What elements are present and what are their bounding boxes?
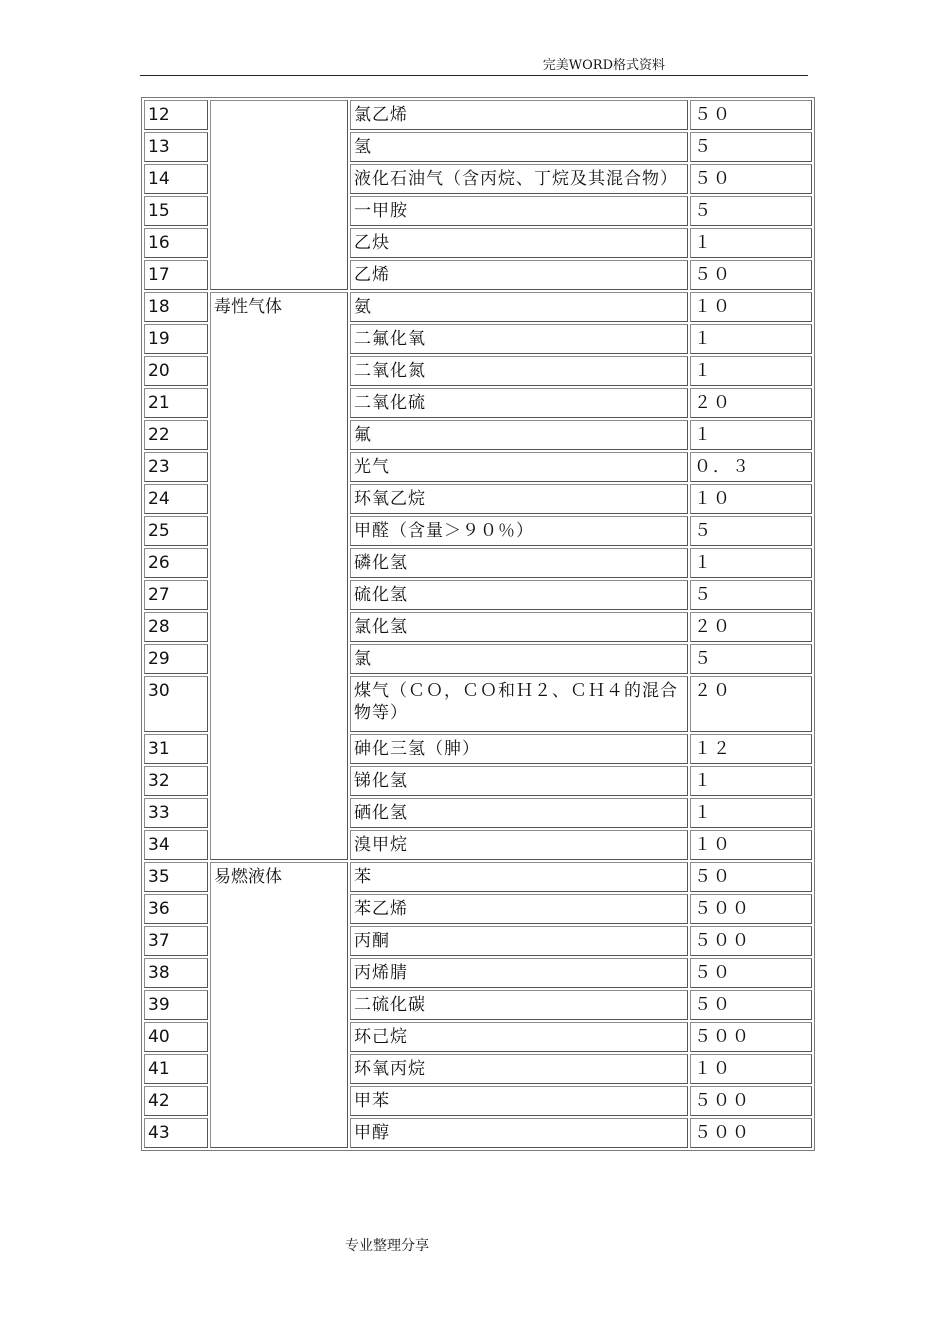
critical-quantity: ５ xyxy=(690,516,812,546)
critical-quantity: ５００ xyxy=(690,1086,812,1116)
substance-name: 环氧乙烷 xyxy=(350,484,688,514)
row-number: 35 xyxy=(144,862,208,892)
critical-quantity: １０ xyxy=(690,1054,812,1084)
row-number: 32 xyxy=(144,766,208,796)
category-cell xyxy=(210,100,348,290)
row-number: 15 xyxy=(144,196,208,226)
substance-name: 煤气（ＣＯ，ＣＯ和Ｈ２、ＣＨ４的混合物等） xyxy=(350,676,688,732)
row-number: 42 xyxy=(144,1086,208,1116)
row-number: 36 xyxy=(144,894,208,924)
critical-quantity: ２０ xyxy=(690,612,812,642)
substance-name: 环氧丙烷 xyxy=(350,1054,688,1084)
substance-name: 溴甲烷 xyxy=(350,830,688,860)
footer-text: 专业整理分享 xyxy=(345,1238,429,1254)
row-number: 23 xyxy=(144,452,208,482)
table-row xyxy=(144,862,812,892)
table-row xyxy=(144,100,812,130)
row-number: 41 xyxy=(144,1054,208,1084)
row-number: 39 xyxy=(144,990,208,1020)
row-number: 33 xyxy=(144,798,208,828)
critical-quantity: ５０ xyxy=(690,164,812,194)
row-number: 21 xyxy=(144,388,208,418)
critical-quantity: ５０ xyxy=(690,100,812,130)
critical-quantity: １０ xyxy=(690,292,812,322)
row-number: 19 xyxy=(144,324,208,354)
substance-name: 氨 xyxy=(350,292,688,322)
critical-quantity: １ xyxy=(690,766,812,796)
critical-quantity: １ xyxy=(690,324,812,354)
critical-quantity: ２０ xyxy=(690,388,812,418)
row-number: 13 xyxy=(144,132,208,162)
substance-name: 磷化氢 xyxy=(350,548,688,578)
critical-quantity: ５ xyxy=(690,644,812,674)
critical-quantity: ５０ xyxy=(690,862,812,892)
critical-quantity: ５ xyxy=(690,580,812,610)
row-number: 20 xyxy=(144,356,208,386)
substance-name: 光气 xyxy=(350,452,688,482)
substance-name: 二氟化氧 xyxy=(350,324,688,354)
substance-name: 丙烯腈 xyxy=(350,958,688,988)
row-number: 12 xyxy=(144,100,208,130)
substance-name: 苯 xyxy=(350,862,688,892)
category-cell: 易燃液体 xyxy=(210,862,348,1148)
substance-name: 环己烷 xyxy=(350,1022,688,1052)
critical-quantity: １０ xyxy=(690,484,812,514)
row-number: 29 xyxy=(144,644,208,674)
substance-name: 乙烯 xyxy=(350,260,688,290)
chemical-quantity-table xyxy=(141,97,815,1151)
row-number: 18 xyxy=(144,292,208,322)
substance-name: 一甲胺 xyxy=(350,196,688,226)
critical-quantity: ５０ xyxy=(690,990,812,1020)
critical-quantity: ２０ xyxy=(690,676,812,732)
critical-quantity: ５００ xyxy=(690,1118,812,1148)
critical-quantity: ５００ xyxy=(690,894,812,924)
header-text: 完美WORD格式资料 xyxy=(542,58,665,73)
row-number: 22 xyxy=(144,420,208,450)
substance-name: 氯乙烯 xyxy=(350,100,688,130)
substance-name: 液化石油气（含丙烷、丁烷及其混合物） xyxy=(350,164,688,194)
row-number: 24 xyxy=(144,484,208,514)
critical-quantity: ５００ xyxy=(690,1022,812,1052)
row-number: 37 xyxy=(144,926,208,956)
substance-name: 丙酮 xyxy=(350,926,688,956)
critical-quantity: ５ xyxy=(690,132,812,162)
category-cell: 毒性气体 xyxy=(210,292,348,860)
critical-quantity: １ xyxy=(690,356,812,386)
critical-quantity: １０ xyxy=(690,830,812,860)
row-number: 43 xyxy=(144,1118,208,1148)
row-number: 26 xyxy=(144,548,208,578)
substance-name: 氢 xyxy=(350,132,688,162)
critical-quantity: １ xyxy=(690,798,812,828)
substance-name: 氯 xyxy=(350,644,688,674)
substance-name: 甲醛（含量＞９０％） xyxy=(350,516,688,546)
substance-name: 硫化氢 xyxy=(350,580,688,610)
row-number: 28 xyxy=(144,612,208,642)
row-number: 17 xyxy=(144,260,208,290)
substance-name: 甲苯 xyxy=(350,1086,688,1116)
substance-name: 甲醇 xyxy=(350,1118,688,1148)
row-number: 14 xyxy=(144,164,208,194)
critical-quantity: １ xyxy=(690,228,812,258)
substance-name: 砷化三氢（胂） xyxy=(350,734,688,764)
substance-name: 二氧化氮 xyxy=(350,356,688,386)
row-number: 27 xyxy=(144,580,208,610)
row-number: 16 xyxy=(144,228,208,258)
critical-quantity: ０．３ xyxy=(690,452,812,482)
substance-name: 二硫化碳 xyxy=(350,990,688,1020)
row-number: 25 xyxy=(144,516,208,546)
chemical-table-wrapper xyxy=(141,97,809,1151)
substance-name: 氯化氢 xyxy=(350,612,688,642)
critical-quantity: １ xyxy=(690,420,812,450)
page-header xyxy=(140,54,808,76)
substance-name: 二氧化硫 xyxy=(350,388,688,418)
page-footer xyxy=(345,1235,429,1255)
row-number: 34 xyxy=(144,830,208,860)
row-number: 38 xyxy=(144,958,208,988)
critical-quantity: ５０ xyxy=(690,260,812,290)
substance-name: 苯乙烯 xyxy=(350,894,688,924)
substance-name: 硒化氢 xyxy=(350,798,688,828)
critical-quantity: ５０ xyxy=(690,958,812,988)
critical-quantity: ５００ xyxy=(690,926,812,956)
critical-quantity: １２ xyxy=(690,734,812,764)
critical-quantity: ５ xyxy=(690,196,812,226)
table-row xyxy=(144,292,812,322)
substance-name: 乙炔 xyxy=(350,228,688,258)
row-number: 40 xyxy=(144,1022,208,1052)
substance-name: 锑化氢 xyxy=(350,766,688,796)
substance-name: 氟 xyxy=(350,420,688,450)
table-body xyxy=(144,100,812,1148)
row-number: 31 xyxy=(144,734,208,764)
row-number: 30 xyxy=(144,676,208,732)
critical-quantity: １ xyxy=(690,548,812,578)
